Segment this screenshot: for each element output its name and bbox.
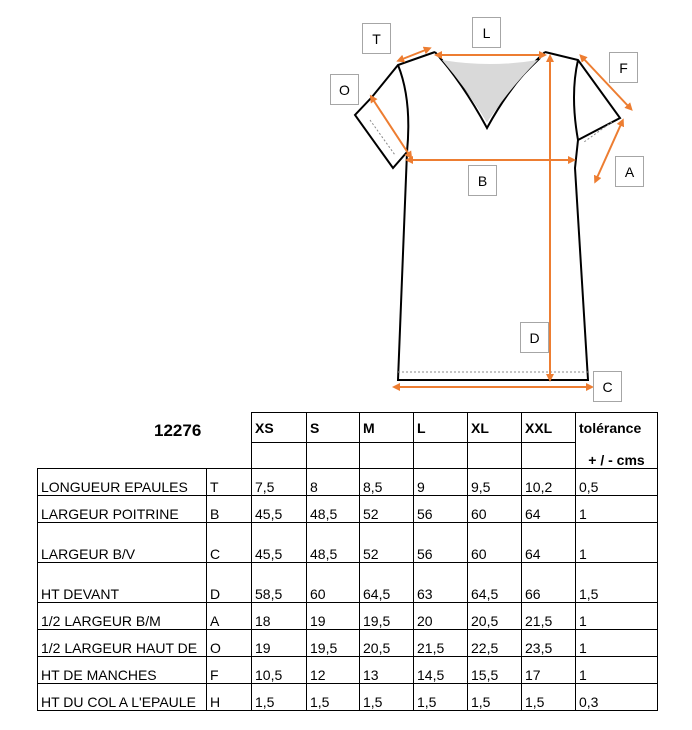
measurement-value: 18 xyxy=(252,603,307,630)
measurement-value: 8,5 xyxy=(360,469,414,496)
size-spec-table xyxy=(37,412,658,711)
measurement-value: 1,5 xyxy=(468,684,522,711)
measurement-name: LONGUEUR EPAULES xyxy=(38,469,207,496)
size-l: L xyxy=(414,413,468,443)
size-s: S xyxy=(307,413,360,443)
measurement-code: C xyxy=(207,523,252,563)
measurement-value: 56 xyxy=(414,523,468,563)
measurement-value: 1,5 xyxy=(360,684,414,711)
measurement-value: 22,5 xyxy=(468,630,522,657)
measurement-tolerance: 1 xyxy=(576,496,658,523)
measurement-value: 58,5 xyxy=(252,563,307,603)
size-header-row xyxy=(38,413,658,443)
measurement-row xyxy=(38,469,658,496)
measurement-value: 63 xyxy=(414,563,468,603)
measurement-value: 20 xyxy=(414,603,468,630)
measurement-code: F xyxy=(207,657,252,684)
measurement-value: 48,5 xyxy=(307,523,360,563)
measurement-value: 19 xyxy=(252,630,307,657)
size-xxl: XXL xyxy=(522,413,576,443)
measurement-value: 13 xyxy=(360,657,414,684)
measurement-tolerance: 1 xyxy=(576,603,658,630)
style-code: 12276 xyxy=(154,421,202,440)
measurement-value: 60 xyxy=(468,496,522,523)
measurement-value: 9,5 xyxy=(468,469,522,496)
measurement-code: H xyxy=(207,684,252,711)
measurement-value: 12 xyxy=(307,657,360,684)
tolerance-unit-row xyxy=(38,443,658,469)
measurement-code: B xyxy=(207,496,252,523)
measurement-value: 64 xyxy=(522,496,576,523)
measurement-name: 1/2 LARGEUR HAUT DE xyxy=(38,630,207,657)
tolerance-header: tolérance xyxy=(576,413,658,443)
measurement-row xyxy=(38,496,658,523)
measurement-name: HT DE MANCHES xyxy=(38,657,207,684)
size-xl: XL xyxy=(468,413,522,443)
measurement-value: 66 xyxy=(522,563,576,603)
measurement-tolerance: 1,5 xyxy=(576,563,658,603)
measurement-value: 52 xyxy=(360,523,414,563)
measurement-value: 10,5 xyxy=(252,657,307,684)
measurement-value: 60 xyxy=(468,523,522,563)
label-L: L xyxy=(472,17,501,48)
measurement-tolerance: 0,5 xyxy=(576,469,658,496)
label-T: T xyxy=(362,23,391,54)
measurement-value: 48,5 xyxy=(307,496,360,523)
measurement-value: 14,5 xyxy=(414,657,468,684)
measurement-row xyxy=(38,657,658,684)
label-F: F xyxy=(609,52,638,83)
measurement-value: 64,5 xyxy=(360,563,414,603)
measurement-value: 64,5 xyxy=(468,563,522,603)
size-xs: XS xyxy=(252,413,307,443)
measurement-value: 7,5 xyxy=(252,469,307,496)
label-B: B xyxy=(468,165,497,196)
measurement-tolerance: 1 xyxy=(576,630,658,657)
measurement-value: 45,5 xyxy=(252,523,307,563)
measurement-value: 20,5 xyxy=(468,603,522,630)
measurement-value: 1,5 xyxy=(307,684,360,711)
measurement-value: 20,5 xyxy=(360,630,414,657)
measurement-value: 8 xyxy=(307,469,360,496)
measurement-value: 15,5 xyxy=(468,657,522,684)
measurement-value: 60 xyxy=(307,563,360,603)
measurement-row xyxy=(38,630,658,657)
measurement-value: 21,5 xyxy=(414,630,468,657)
measurement-value: 1,5 xyxy=(522,684,576,711)
measurement-value: 19,5 xyxy=(360,603,414,630)
measurement-name: HT DU COL A L'EPAULE xyxy=(38,684,207,711)
measurement-value: 10,2 xyxy=(522,469,576,496)
measurement-value: 45,5 xyxy=(252,496,307,523)
measurement-code: T xyxy=(207,469,252,496)
tolerance-unit: + / - cms xyxy=(576,443,658,469)
measurement-value: 64 xyxy=(522,523,576,563)
measurement-value: 17 xyxy=(522,657,576,684)
label-O: O xyxy=(330,74,359,105)
measurement-tolerance: 1 xyxy=(576,657,658,684)
collar-inside xyxy=(442,60,538,122)
measurement-value: 52 xyxy=(360,496,414,523)
label-D: D xyxy=(520,322,549,353)
measurement-name: LARGEUR POITRINE xyxy=(38,496,207,523)
measurement-value: 19,5 xyxy=(307,630,360,657)
measurement-value: 23,5 xyxy=(522,630,576,657)
size-m: M xyxy=(360,413,414,443)
measurement-code: D xyxy=(207,563,252,603)
measurement-value: 21,5 xyxy=(522,603,576,630)
measurement-row xyxy=(38,563,658,603)
measurement-code: A xyxy=(207,603,252,630)
measurement-value: 1,5 xyxy=(414,684,468,711)
measurement-value: 9 xyxy=(414,469,468,496)
label-C: C xyxy=(593,371,622,402)
measurement-value: 19 xyxy=(307,603,360,630)
measurement-tolerance: 0,3 xyxy=(576,684,658,711)
measurement-name: HT DEVANT xyxy=(38,563,207,603)
measurement-row xyxy=(38,684,658,711)
measurement-value: 56 xyxy=(414,496,468,523)
measurement-value: 1,5 xyxy=(252,684,307,711)
measurement-tolerance: 1 xyxy=(576,523,658,563)
measurement-name: 1/2 LARGEUR B/M xyxy=(38,603,207,630)
measurement-name: LARGEUR B/V xyxy=(38,523,207,563)
label-A: A xyxy=(615,156,644,187)
measurement-code: O xyxy=(207,630,252,657)
measurement-row xyxy=(38,523,658,563)
measurement-row xyxy=(38,603,658,630)
